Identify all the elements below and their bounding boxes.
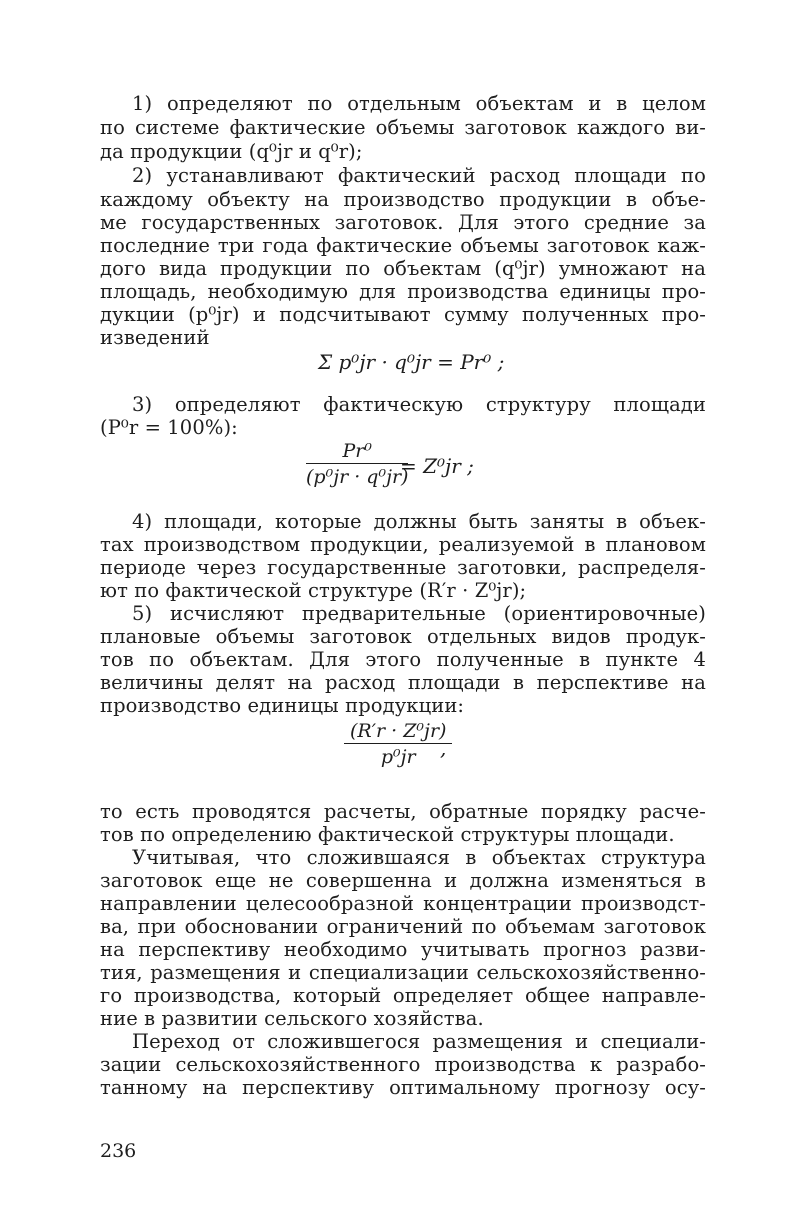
text-line: каждому объекту на производство продукции в объе- <box>100 188 706 211</box>
text-line: по системе фактические объемы заготовок каждого ви- <box>100 116 706 139</box>
text-line: периоде через государственные заготовки, распределя- <box>100 556 706 579</box>
text-line: го производства, который определяет общее направле- <box>100 984 706 1007</box>
text-line: 3) определяют фактическую структуру площади <box>132 393 706 416</box>
text-line: направлении целесообразной концентрации производст- <box>100 892 706 915</box>
text-line: тов по объектам. Для этого полученные в пункте 4 <box>100 648 706 671</box>
fraction-denominator: (p⁰jr · q⁰jr) <box>306 466 409 488</box>
text-line: 4) площади, которые должны быть заняты в объек- <box>132 510 706 533</box>
text-line: на перспективу необходимо учитывать прогноз разви- <box>100 938 706 961</box>
text-line: тах производством продукции, реализуемой в плановом <box>100 533 706 556</box>
text-line: 5) исчисляют предварительные (ориентировочные) <box>132 602 706 625</box>
fraction-numerator: (R′r · Z⁰jr) <box>350 720 447 742</box>
text-line: ме государственных заготовок. Для этого средние за <box>100 211 706 234</box>
text-line: Переход от сложившегося размещения и специали- <box>132 1030 706 1053</box>
text-line: последние три года фактические объемы заготовок каж- <box>100 234 706 257</box>
fraction-numerator: Pr⁰ <box>342 440 372 462</box>
text-line: изведений <box>100 326 210 349</box>
text-line: заготовок еще не совершенна и должна изменяться в <box>100 869 706 892</box>
text-line: да продукции (q⁰jr и q⁰r); <box>100 140 363 163</box>
formula-plan-fraction <box>344 720 452 768</box>
page-number: 236 <box>100 1140 137 1162</box>
text-line: ва, при обосновании ограничений по объемам заготовок <box>100 915 706 938</box>
text-line: то есть проводятся расчеты, обратные порядку расче- <box>100 800 706 823</box>
formula-plan-comma: , <box>440 736 447 760</box>
text-line: тия, размещения и специализации сельскохозяйственно- <box>100 961 706 984</box>
text-line: дукции (p⁰jr) и подсчитывают сумму полученных про- <box>100 303 706 326</box>
text-line: 2) устанавливают фактический расход площади по <box>132 164 706 187</box>
formula-structure-fraction <box>306 440 408 488</box>
text-line: Учитывая, что сложившаяся в объектах структура <box>132 846 706 869</box>
text-line: величины делят на расход площади в перспективе на <box>100 671 706 694</box>
text-line: тов по определению фактической структуры площади. <box>100 823 675 846</box>
fraction-denominator: p⁰jr <box>380 746 416 768</box>
text-line: производство единицы продукции: <box>100 694 465 717</box>
text-line: ют по фактической структуре (R′r · Z⁰jr); <box>100 579 527 602</box>
formula-sum: Σ p⁰jr · q⁰jr = Pr⁰ ; <box>318 350 505 374</box>
text-line: 1) определяют по отдельным объектам и в целом <box>132 92 706 115</box>
text-line: (P⁰r = 100%): <box>100 416 238 439</box>
formula-structure-result: = Z⁰jr ; <box>400 454 474 478</box>
text-line: зации сельскохозяйственного производства к разрабо- <box>100 1053 706 1076</box>
text-line: плановые объемы заготовок отдельных видов продук- <box>100 625 706 648</box>
text-line: дого вида продукции по объектам (q⁰jr) умножают на <box>100 257 706 280</box>
text-line: ние в развитии сельского хозяйства. <box>100 1007 484 1030</box>
text-line: площадь, необходимую для производства единицы про- <box>100 280 706 303</box>
text-line: танному на перспективу оптимальному прогнозу осу- <box>100 1076 706 1099</box>
